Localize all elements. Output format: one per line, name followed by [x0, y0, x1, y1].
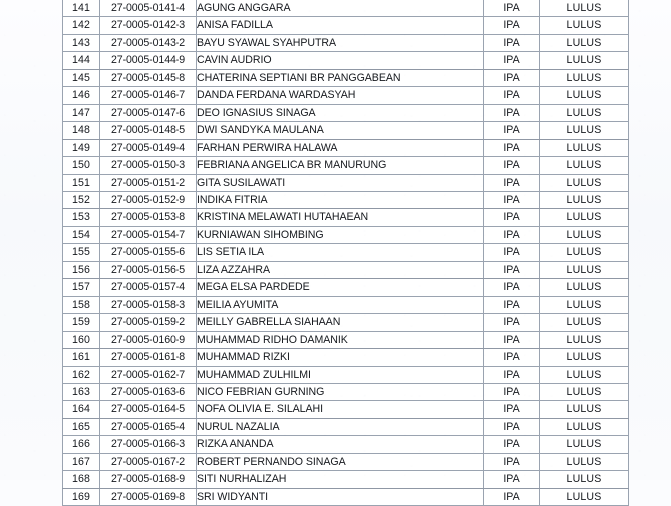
cell-participant-name: MUHAMMAD ZULHILMI	[197, 366, 484, 383]
cell-participant-name: MEGA ELSA PARDEDE	[197, 279, 484, 296]
cell-registration-number: 27-0005-0156-5	[100, 261, 197, 278]
table-row	[63, 122, 629, 139]
cell-result: LULUS	[540, 52, 629, 69]
cell-major: IPA	[484, 34, 540, 51]
cell-participant-name: MUHAMMAD RIZKI	[197, 349, 484, 366]
cell-major: IPA	[484, 0, 540, 17]
table-row	[63, 0, 629, 17]
cell-participant-name: LIZA AZZAHRA	[197, 261, 484, 278]
table-row	[63, 174, 629, 191]
table-row	[63, 191, 629, 208]
cell-result: LULUS	[540, 191, 629, 208]
cell-number: 153	[63, 209, 100, 226]
cell-number: 163	[63, 383, 100, 400]
cell-registration-number: 27-0005-0144-9	[100, 52, 197, 69]
cell-major: IPA	[484, 244, 540, 261]
cell-result: LULUS	[540, 314, 629, 331]
cell-registration-number: 27-0005-0169-8	[100, 488, 197, 505]
table-row	[63, 157, 629, 174]
cell-participant-name: FARHAN PERWIRA HALAWA	[197, 139, 484, 156]
cell-major: IPA	[484, 191, 540, 208]
cell-registration-number: 27-0005-0141-4	[100, 0, 197, 17]
cell-result: LULUS	[540, 418, 629, 435]
cell-participant-name: SITI NURHALIZAH	[197, 471, 484, 488]
cell-number: 155	[63, 244, 100, 261]
cell-participant-name: NOFA OLIVIA E. SILALAHI	[197, 401, 484, 418]
cell-major: IPA	[484, 17, 540, 34]
cell-participant-name: MUHAMMAD RIDHO DAMANIK	[197, 331, 484, 348]
cell-registration-number: 27-0005-0159-2	[100, 314, 197, 331]
cell-participant-name: MEILIA AYUMITA	[197, 296, 484, 313]
cell-major: IPA	[484, 453, 540, 470]
cell-major: IPA	[484, 366, 540, 383]
cell-result: LULUS	[540, 17, 629, 34]
cell-major: IPA	[484, 383, 540, 400]
cell-registration-number: 27-0005-0167-2	[100, 453, 197, 470]
cell-major: IPA	[484, 87, 540, 104]
table-row	[63, 314, 629, 331]
cell-number: 164	[63, 401, 100, 418]
cell-result: LULUS	[540, 244, 629, 261]
cell-registration-number: 27-0005-0145-8	[100, 69, 197, 86]
cell-result: LULUS	[540, 261, 629, 278]
cell-result: LULUS	[540, 122, 629, 139]
cell-major: IPA	[484, 296, 540, 313]
cell-number: 150	[63, 157, 100, 174]
cell-registration-number: 27-0005-0158-3	[100, 296, 197, 313]
table-row	[63, 226, 629, 243]
cell-number: 169	[63, 488, 100, 505]
cell-number: 166	[63, 436, 100, 453]
cell-number: 141	[63, 0, 100, 17]
cell-participant-name: DWI SANDYKA MAULANA	[197, 122, 484, 139]
cell-number: 167	[63, 453, 100, 470]
table-row	[63, 17, 629, 34]
cell-major: IPA	[484, 174, 540, 191]
table-row	[63, 279, 629, 296]
cell-number: 148	[63, 122, 100, 139]
cell-result: LULUS	[540, 174, 629, 191]
cell-participant-name: KURNIAWAN SIHOMBING	[197, 226, 484, 243]
cell-major: IPA	[484, 104, 540, 121]
cell-result: LULUS	[540, 69, 629, 86]
table-row	[63, 471, 629, 488]
cell-result: LULUS	[540, 401, 629, 418]
cell-registration-number: 27-0005-0160-9	[100, 331, 197, 348]
cell-result: LULUS	[540, 87, 629, 104]
cell-result: LULUS	[540, 296, 629, 313]
table-row	[63, 261, 629, 278]
cell-participant-name: ROBERT PERNANDO SINAGA	[197, 453, 484, 470]
cell-participant-name: DEO IGNASIUS SINAGA	[197, 104, 484, 121]
cell-participant-name: DANDA FERDANA WARDASYAH	[197, 87, 484, 104]
cell-number: 168	[63, 471, 100, 488]
cell-participant-name: NICO FEBRIAN GURNING	[197, 383, 484, 400]
cell-registration-number: 27-0005-0164-5	[100, 401, 197, 418]
table-row	[63, 331, 629, 348]
cell-registration-number: 27-0005-0155-6	[100, 244, 197, 261]
cell-result: LULUS	[540, 209, 629, 226]
cell-participant-name: NURUL NAZALIA	[197, 418, 484, 435]
cell-major: IPA	[484, 331, 540, 348]
cell-registration-number: 27-0005-0152-9	[100, 191, 197, 208]
cell-registration-number: 27-0005-0163-6	[100, 383, 197, 400]
table-row	[63, 87, 629, 104]
cell-registration-number: 27-0005-0146-7	[100, 87, 197, 104]
cell-participant-name: AGUNG ANGGARA	[197, 0, 484, 17]
cell-registration-number: 27-0005-0142-3	[100, 17, 197, 34]
table-row	[63, 418, 629, 435]
table-row	[63, 401, 629, 418]
cell-registration-number: 27-0005-0166-3	[100, 436, 197, 453]
cell-number: 142	[63, 17, 100, 34]
cell-number: 156	[63, 261, 100, 278]
cell-result: LULUS	[540, 0, 629, 17]
cell-registration-number: 27-0005-0143-2	[100, 34, 197, 51]
cell-number: 146	[63, 87, 100, 104]
table-row	[63, 383, 629, 400]
cell-result: LULUS	[540, 331, 629, 348]
cell-participant-name: ANISA FADILLA	[197, 17, 484, 34]
cell-participant-name: MEILLY GABRELLA SIAHAAN	[197, 314, 484, 331]
cell-registration-number: 27-0005-0148-5	[100, 122, 197, 139]
cell-registration-number: 27-0005-0151-2	[100, 174, 197, 191]
cell-result: LULUS	[540, 488, 629, 505]
cell-number: 157	[63, 279, 100, 296]
cell-number: 160	[63, 331, 100, 348]
cell-major: IPA	[484, 261, 540, 278]
cell-participant-name: LIS SETIA ILA	[197, 244, 484, 261]
cell-registration-number: 27-0005-0153-8	[100, 209, 197, 226]
table-row	[63, 436, 629, 453]
cell-number: 147	[63, 104, 100, 121]
table-row	[63, 488, 629, 505]
table-row	[63, 139, 629, 156]
table-row	[63, 69, 629, 86]
cell-major: IPA	[484, 226, 540, 243]
cell-registration-number: 27-0005-0147-6	[100, 104, 197, 121]
cell-number: 162	[63, 366, 100, 383]
cell-registration-number: 27-0005-0168-9	[100, 471, 197, 488]
table-row	[63, 349, 629, 366]
cell-major: IPA	[484, 122, 540, 139]
cell-number: 158	[63, 296, 100, 313]
table-row	[63, 244, 629, 261]
cell-registration-number: 27-0005-0161-8	[100, 349, 197, 366]
cell-result: LULUS	[540, 157, 629, 174]
table-row	[63, 34, 629, 51]
cell-participant-name: CHATERINA SEPTIANI BR PANGGABEAN	[197, 69, 484, 86]
cell-result: LULUS	[540, 366, 629, 383]
cell-result: LULUS	[540, 349, 629, 366]
cell-result: LULUS	[540, 226, 629, 243]
cell-registration-number: 27-0005-0154-7	[100, 226, 197, 243]
cell-number: 161	[63, 349, 100, 366]
graduation-results-table	[62, 0, 629, 506]
cell-major: IPA	[484, 69, 540, 86]
cell-major: IPA	[484, 139, 540, 156]
cell-registration-number: 27-0005-0157-4	[100, 279, 197, 296]
cell-major: IPA	[484, 52, 540, 69]
cell-major: IPA	[484, 279, 540, 296]
cell-number: 152	[63, 191, 100, 208]
cell-major: IPA	[484, 314, 540, 331]
cell-major: IPA	[484, 436, 540, 453]
cell-number: 143	[63, 34, 100, 51]
cell-registration-number: 27-0005-0165-4	[100, 418, 197, 435]
cell-number: 144	[63, 52, 100, 69]
cell-participant-name: BAYU SYAWAL SYAHPUTRA	[197, 34, 484, 51]
cell-major: IPA	[484, 349, 540, 366]
cell-registration-number: 27-0005-0149-4	[100, 139, 197, 156]
cell-participant-name: CAVIN AUDRIO	[197, 52, 484, 69]
cell-number: 159	[63, 314, 100, 331]
cell-result: LULUS	[540, 34, 629, 51]
cell-registration-number: 27-0005-0150-3	[100, 157, 197, 174]
cell-major: IPA	[484, 401, 540, 418]
cell-major: IPA	[484, 418, 540, 435]
cell-result: LULUS	[540, 104, 629, 121]
cell-registration-number: 27-0005-0162-7	[100, 366, 197, 383]
cell-participant-name: SRI WIDYANTI	[197, 488, 484, 505]
cell-major: IPA	[484, 471, 540, 488]
cell-result: LULUS	[540, 471, 629, 488]
cell-result: LULUS	[540, 279, 629, 296]
table-row	[63, 104, 629, 121]
cell-number: 165	[63, 418, 100, 435]
table-row	[63, 453, 629, 470]
cell-participant-name: INDIKA FITRIA	[197, 191, 484, 208]
cell-number: 151	[63, 174, 100, 191]
table-row	[63, 209, 629, 226]
cell-number: 145	[63, 69, 100, 86]
cell-result: LULUS	[540, 383, 629, 400]
cell-number: 154	[63, 226, 100, 243]
cell-major: IPA	[484, 209, 540, 226]
cell-participant-name: FEBRIANA ANGELICA BR MANURUNG	[197, 157, 484, 174]
cell-participant-name: RIZKA ANANDA	[197, 436, 484, 453]
cell-result: LULUS	[540, 453, 629, 470]
cell-major: IPA	[484, 157, 540, 174]
cell-major: IPA	[484, 488, 540, 505]
table-body	[63, 0, 629, 506]
cell-result: LULUS	[540, 139, 629, 156]
cell-number: 149	[63, 139, 100, 156]
table-row	[63, 296, 629, 313]
cell-result: LULUS	[540, 436, 629, 453]
table-row	[63, 366, 629, 383]
cell-participant-name: KRISTINA MELAWATI HUTAHAEAN	[197, 209, 484, 226]
cell-participant-name: GITA SUSILAWATI	[197, 174, 484, 191]
table-row	[63, 52, 629, 69]
